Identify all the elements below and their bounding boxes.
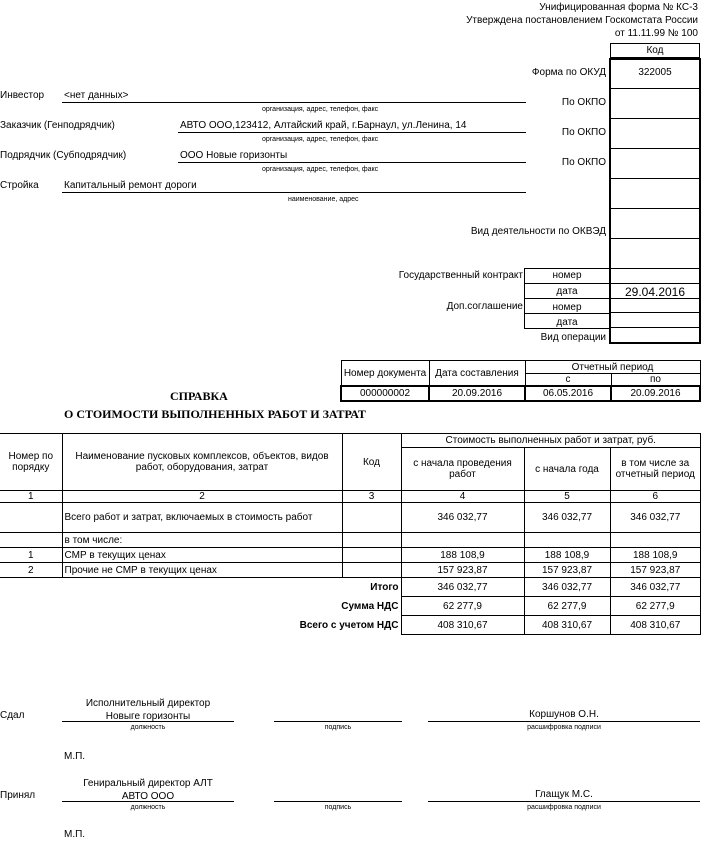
okud-label: Форма по ОКУД (531, 67, 606, 78)
period-from: 06.05.2016 (525, 386, 611, 401)
stamp-1: М.П. (64, 751, 86, 762)
summary-label: Всего с учетом НДС (299, 619, 399, 631)
contract-date-value: 29.04.2016 (624, 285, 686, 299)
addendum-label: Доп.соглашение (446, 301, 523, 312)
code-header: Код (610, 43, 700, 58)
col-num-6: 6 (610, 491, 701, 503)
col-num-3: 3 (342, 491, 401, 503)
handed-signature-hint: подпись (324, 724, 352, 731)
received-name: Глащук М.С. (535, 789, 593, 800)
doc-number: 000000002 (341, 386, 429, 401)
investor-hint: организация, адрес, телефон, факс (262, 106, 379, 113)
okpo-label-customer: По ОКПО (561, 127, 606, 138)
period-from-label: с (525, 374, 611, 387)
summary-v1: 346 032,77 (401, 578, 524, 597)
summary-v3: 408 310,67 (610, 616, 701, 635)
period-to: 20.09.2016 (611, 386, 700, 401)
total-works-v1: 346 032,77 (401, 503, 524, 533)
code-operation (609, 312, 701, 344)
doc-date-header: Дата составления (429, 361, 525, 387)
row-v3: 188 108,9 (610, 548, 701, 563)
total-works-v2: 346 032,77 (524, 503, 610, 533)
summary-row (0, 597, 701, 616)
customer-hint: организация, адрес, телефон, факс (262, 136, 379, 143)
received-label: Принял (0, 790, 36, 801)
h-year: с начала года (524, 448, 610, 491)
customer-value: АВТО ООО,123412, Алтайский край, г.Барнаул, ул.Ленина, 14 (180, 120, 467, 131)
handed-label: Сдал (0, 710, 25, 721)
row-v3: 157 923,87 (610, 563, 701, 578)
contract-date-label: дата (556, 286, 578, 297)
subtitle: О СТОИМОСТИ ВЫПОЛНЕННЫХ РАБОТ И ЗАТРАТ (64, 407, 366, 421)
h-cost: Стоимость выполненных работ и затрат, руб. (401, 434, 701, 448)
handed-name: Коршунов О.Н. (529, 709, 599, 720)
table-row (0, 563, 701, 578)
site-value: Капитальный ремонт дороги (64, 180, 197, 191)
received-position-hint: должность (130, 804, 166, 811)
contract-label: Государственный контракт (398, 270, 523, 281)
form-name: Унифицированная форма № КС-3 (539, 2, 698, 13)
summary-row (0, 578, 701, 597)
contractor-label: Подрядчик (Субподрядчик) (0, 150, 127, 161)
contract-number-label: номер (552, 270, 582, 281)
h-period: в том числе за отчетный период (610, 448, 701, 491)
form-approval-date: от 11.11.99 № 100 (614, 28, 698, 39)
received-signature-hint: подпись (324, 804, 352, 811)
investor-value: <нет данных> (64, 90, 129, 101)
summary-v1: 62 277,9 (401, 597, 524, 616)
okpo-label-contractor: По ОКПО (561, 157, 606, 168)
summary-v2: 346 032,77 (524, 578, 610, 597)
summary-row (0, 616, 701, 635)
code-column (609, 58, 701, 312)
investor-label: Инвестор (0, 90, 45, 101)
okved-label: Вид деятельности по ОКВЭД (470, 226, 606, 237)
h-start: с начала проведения работ (401, 448, 524, 491)
h-name: Наименование пусковых комплексов, объектов, видов работ, оборудования, затрат (62, 434, 342, 491)
row-num: 2 (0, 563, 62, 578)
okpo-label-investor: По ОКПО (561, 97, 606, 108)
received-position-2: АВТО ООО (121, 791, 175, 802)
form-approval: Утверждена постановлением Госкомстата России (466, 15, 698, 26)
col-num-4: 4 (401, 491, 524, 503)
handed-position-2: Новыге горизонты (105, 711, 191, 722)
site-label: Стройка (0, 180, 39, 191)
contractor-value: ООО Новые горизонты (180, 150, 288, 161)
received-decode-hint: расшифровка подписи (527, 804, 601, 811)
total-works-v3: 346 032,77 (610, 503, 701, 533)
handed-position-1: Исполнительный директор (85, 698, 211, 709)
site-hint: наименование, адрес (288, 196, 359, 203)
col-num-1: 1 (0, 491, 62, 503)
including-label: в том числе: (62, 533, 342, 548)
doc-date: 20.09.2016 (429, 386, 525, 401)
total-works-name: Всего работ и затрат, включаемых в стоимость работ (62, 503, 342, 533)
col-num-2: 2 (62, 491, 342, 503)
row-v1: 188 108,9 (401, 548, 524, 563)
row-name: Прочие не СМР в текущих ценах (62, 563, 342, 578)
summary-v3: 62 277,9 (610, 597, 701, 616)
handed-position-hint: должность (130, 724, 166, 731)
received-position-1: Гениральный директор АЛТ (83, 778, 213, 789)
document-table (340, 360, 701, 402)
doc-number-header: Номер документа (341, 361, 429, 387)
summary-label: Сумма НДС (341, 600, 399, 612)
table-row (0, 503, 701, 533)
main-table (0, 433, 701, 635)
row-v2: 157 923,87 (524, 563, 610, 578)
h-code: Код (342, 434, 401, 491)
col-num-5: 5 (524, 491, 610, 503)
summary-v2: 408 310,67 (524, 616, 610, 635)
row-num: 1 (0, 548, 62, 563)
operation-label: Вид операции (540, 332, 606, 343)
row-name: СМР в текущих ценах (62, 548, 342, 563)
period-to-label: по (611, 374, 700, 387)
stamp-2: М.П. (64, 829, 86, 840)
summary-v3: 346 032,77 (610, 578, 701, 597)
period-header: Отчетный период (525, 361, 700, 374)
row-v1: 157 923,87 (401, 563, 524, 578)
contractor-hint: организация, адрес, телефон, факс (262, 166, 379, 173)
customer-label: Заказчик (Генподрядчик) (0, 120, 115, 131)
handed-decode-hint: расшифровка подписи (527, 724, 601, 731)
h-num: Номер по порядку (0, 434, 62, 491)
okud-code: 322005 (638, 67, 672, 78)
summary-v2: 62 277,9 (524, 597, 610, 616)
addendum-number-label: номер (552, 302, 582, 313)
addendum-date-label: дата (556, 317, 578, 328)
summary-v1: 408 310,67 (401, 616, 524, 635)
row-v2: 188 108,9 (524, 548, 610, 563)
summary-label: Итого (0, 578, 401, 597)
title: СПРАВКА (170, 389, 228, 403)
table-row (0, 548, 701, 563)
